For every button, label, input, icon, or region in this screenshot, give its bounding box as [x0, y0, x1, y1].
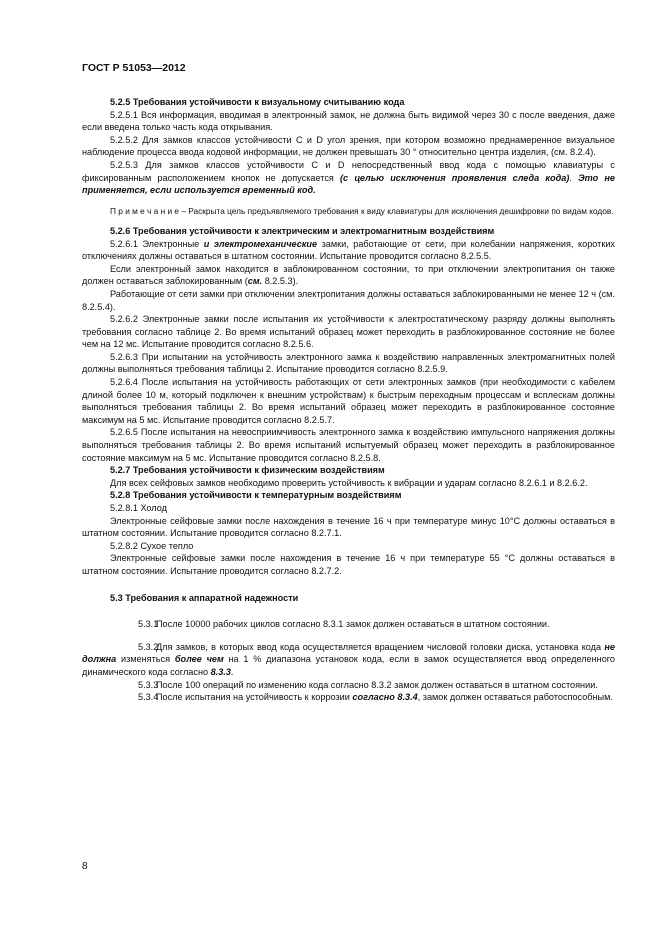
para-5-2-7: Для всех сейфовых замков необходимо проверить устойчивость к вибрации и ударам согласно 8.2.6.1 и 8.2.6.2.: [110, 477, 588, 488]
para-5-2-6-1-power: Работающие от сети замки при отключении электропитания должны оставаться заблокированными не менее 12 ч (см. 8.2.5.4).: [82, 288, 615, 312]
para-5-2-8-2: 5.2.8.2 Сухое тепло: [110, 540, 194, 551]
text-5-3-2-c: изменяться: [116, 654, 175, 665]
para-5-2-8-1-text: Электронные сейфовые замки после нахождения в течение 16 ч при температуре минус 10°С должны оставаться в штатном состоянии. Испытание проводится согласно 8.2.7.1.: [82, 515, 615, 539]
section-5-2-8-title: 5.2.8 Требования устойчивости к температурным воздействиям: [110, 490, 402, 501]
num-5-3-1: 5.3.1: [138, 619, 159, 630]
text-5-3-2-a: Для замков, в которых ввод кода осуществляется вращением числовой головки диска, установка кода: [156, 641, 605, 652]
text-5-3-2-f: 8.3.3: [210, 666, 231, 677]
para-5-2-6-3: 5.2.6.3 При испытании на устойчивость электронного замка к воздействию направленных электромагнитных полей должны выполняться требования таблицы 2. Испытание проводится согласно 8.2.5.9.: [82, 351, 615, 375]
text-5-3-3: После 100 операций по изменению кода согласно 8.3.2 замок должен оставаться в штатном состоянии.: [156, 679, 598, 690]
para-5-2-6-1-emph: и электромеханические: [203, 238, 318, 249]
document-header: ГОСТ Р 51053—2012: [82, 62, 186, 74]
para-5-2-5-3-sep: .: [569, 172, 579, 183]
para-blocked-c: 8.2.5.3).: [262, 276, 299, 287]
document-page: [82, 62, 615, 704]
para-5-2-6-1-a: 5.2.6.1 Электронные: [110, 238, 204, 249]
num-5-3-3: 5.3.3: [138, 679, 159, 690]
para-5-3-4: [82, 691, 615, 704]
section-5-2-6-title: 5.2.6 Требования устойчивости к электрическим и электромагнитным воздействиям: [110, 225, 495, 236]
para-blocked-a: Если электронный замок находится в заблокированном состоянии, то при отключении электропитания он также должен оставаться заблокированным (: [82, 263, 615, 287]
para-5-2-5-2: 5.2.5.2 Для замков классов устойчивости С и D угол зрения, при котором возможно преднамеренное визуальное наблюдение процесса ввода кодовой информации, не должен превышать 30 ° относительно центра изделия, (см. 8.2.4).: [82, 134, 615, 158]
para-5-2-6-1-c: замки, работающие от сети, при колебании напряжения, коротких отключениях должны оставаться в штатном состоянии. Испытание проводится согласно 8.2.5.5.: [82, 238, 615, 262]
para-5-2-6-1-blocked: [82, 263, 615, 288]
para-5-2-5-3: [82, 159, 615, 197]
note-text: – Раскрыта цель предъявляемого требования к виду клавиатуры для исключения дешифровки по видам кодов.: [179, 205, 614, 216]
section-5-2-7-title: 5.2.7 Требования устойчивости к физическим воздействиям: [110, 465, 385, 476]
para-5-3-1: [82, 618, 615, 631]
num-5-3-4: 5.3.4: [138, 692, 159, 703]
text-5-3-2-g: .: [230, 666, 234, 677]
para-5-2-8-2-text: Электронные сейфовые замки после нахождения в течение 16 ч при температуре 55 °С должны оставаться в штатном состоянии. Испытание проводится согласно 8.2.7.2.: [82, 553, 615, 576]
para-5-2-5-3-emph: (с целью исключения проявления следа кода): [340, 172, 570, 183]
para-5-2-6-1: [82, 238, 615, 263]
text-5-3-2-e: на 1 % диапазона установок кода, если в замок осуществляется ввод определенного динамического кода согласно: [82, 654, 615, 677]
note-label: П р и м е ч а н и е: [110, 205, 180, 216]
para-5-2-5-1: 5.2.5.1 Вся информация, вводимая в электронный замок, не должна быть видимой через 30 с после введения, даже если введена только часть кода открывания.: [82, 109, 615, 133]
num-5-3-2: 5.3.2: [138, 641, 159, 652]
section-5-2-5-title: 5.2.5 Требования устойчивости к визуальному считыванию кода: [110, 97, 405, 107]
para-5-2-6-4: 5.2.6.4 После испытания на устойчивость работающих от сети электронных замков (при необходимости с кабелем длиной более 10 м, который подключен к внешним устройствам) к быстрым переходным процессам и всплескам должны выполняться требования таблицы 2. Во время испытаний образец может переходить в разблокированное состояние максимум на 5 мс. Испытание проводится согласно 8.2.5.7.: [82, 377, 615, 425]
text-5-3-2-b: не должна: [82, 641, 615, 665]
para-5-2-5-3-text: 5.2.5.3 Для замков классов устойчивости С и D непосредственный ввод кода с помощью клавиатуры с фиксированным расположением кнопок не допускается: [82, 159, 615, 183]
page-number: 8: [82, 861, 88, 872]
text-5-3-2-d: более чем: [174, 654, 224, 665]
note: [82, 205, 615, 217]
section-5-3-title: 5.3 Требования к аппаратной надежности: [110, 592, 299, 603]
text-5-3-1: После 10000 рабочих циклов согласно 8.3.1 замок должен оставаться в штатном состоянии.: [156, 619, 550, 630]
text-5-3-4-b: согласно 8.3.4: [352, 692, 418, 703]
para-5-2-6-2: 5.2.6.2 Электронные замки после испытания их устойчивости к электростатическому разряду должны выполнять требования согласно таблице 2. Во время испытаний образец может переходить в разблокированное состояние не более чем на 12 мс. Испытание проводится согласно 8.2.5.6.: [82, 314, 615, 350]
para-5-3-2: [82, 641, 615, 679]
para-blocked-see: см.: [247, 276, 263, 287]
para-5-2-8-1: 5.2.8.1 Холод: [110, 503, 167, 514]
text-5-3-4-c: , замок должен оставаться работоспособным.: [417, 692, 613, 703]
para-5-2-6-5: 5.2.6.5 После испытания на невосприимчивость электронного замка к воздействию импульсного напряжения должны выполняться требования таблицы 2. Во время испытаний испытуемый образец может переходить в разблокированное состояние максимум на 5 мс. Испытание проводится согласно 8.2.5.8.: [82, 427, 615, 463]
para-5-3-3: [82, 679, 615, 692]
text-5-3-4-a: После испытания на устойчивость к коррозии: [156, 692, 353, 703]
para-5-2-5-3-temp-code: Это не применяется, если используется временный код.: [82, 172, 615, 196]
